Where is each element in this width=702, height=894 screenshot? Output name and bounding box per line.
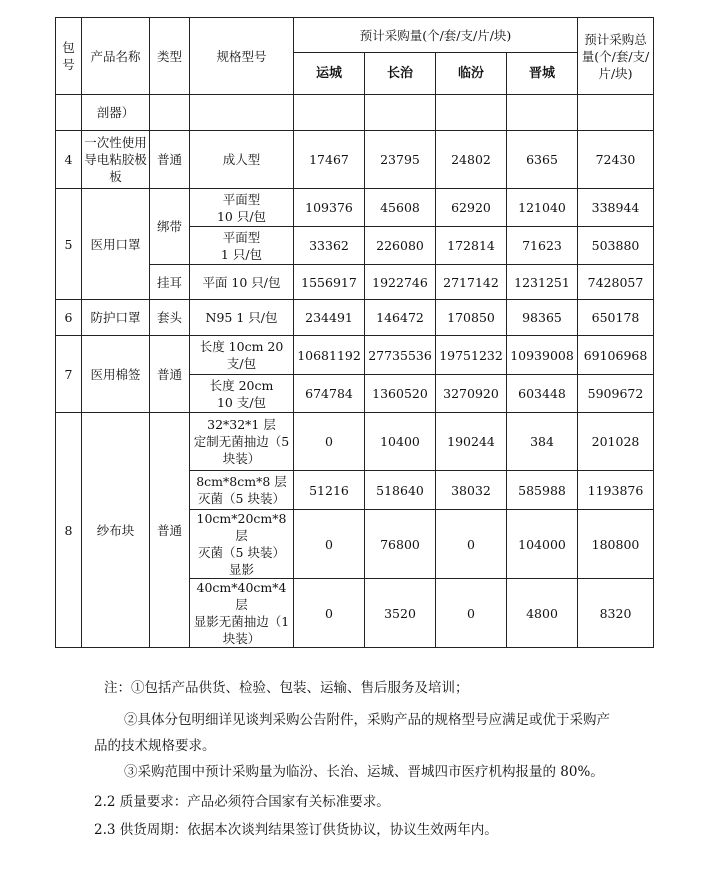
total-cell: 650178 [578, 300, 654, 336]
package-number: 4 [56, 131, 82, 189]
spec: 长度 10cm 20 支/包 [190, 336, 294, 375]
header-spec: 规格型号 [190, 18, 294, 95]
note-2-line-1: ②具体分包明细详见谈判采购公告附件，采购产品的规格型号应满足或优于采购产 [124, 712, 610, 728]
product-name: 剖器） [82, 95, 150, 131]
spec: 32*32*1 层 定制无菌抽边（5 块装） [190, 413, 294, 471]
product-type: 绑带 [150, 189, 190, 265]
qty-cell: 104000 [507, 510, 578, 579]
spec: N95 1 只/包 [190, 300, 294, 336]
qty-cell: 0 [436, 510, 507, 579]
header-row-1 [56, 18, 654, 53]
qty-cell: 19751232 [436, 336, 507, 375]
total-cell: 201028 [578, 413, 654, 471]
spec: 平面型 10 只/包 [190, 189, 294, 227]
qty-cell: 1922746 [365, 265, 436, 300]
section-2-3: 2.3 供货周期：依据本次谈判结果签订供货协议，协议生效两年内。 [94, 822, 498, 838]
procurement-table [55, 17, 654, 648]
total-cell: 1193876 [578, 471, 654, 510]
spec: 平面型 1 只/包 [190, 227, 294, 265]
header-city-jincheng: 晋城 [507, 53, 578, 95]
qty-cell: 51216 [294, 471, 365, 510]
qty-cell: 10681192 [294, 336, 365, 375]
note-2-line-2: 品的技术规格要求。 [94, 738, 216, 754]
qty-cell: 27735536 [365, 336, 436, 375]
qty-cell: 4800 [507, 579, 578, 648]
qty-cell: 172814 [436, 227, 507, 265]
header-name: 产品名称 [82, 18, 150, 95]
qty-cell: 98365 [507, 300, 578, 336]
qty-cell: 234491 [294, 300, 365, 336]
total-cell: 7428057 [578, 265, 654, 300]
qty-cell: 121040 [507, 189, 578, 227]
qty-cell: 6365 [507, 131, 578, 189]
product-type: 普通 [150, 413, 190, 648]
qty-cell: 3520 [365, 579, 436, 648]
section-2-2: 2.2 质量要求：产品必须符合国家有关标准要求。 [94, 794, 390, 810]
qty-cell: 17467 [294, 131, 365, 189]
qty-cell: 0 [294, 579, 365, 648]
qty-cell: 190244 [436, 413, 507, 471]
qty-cell: 585988 [507, 471, 578, 510]
total-cell: 8320 [578, 579, 654, 648]
package-number: 8 [56, 413, 82, 648]
qty-cell: 76800 [365, 510, 436, 579]
qty-cell: 45608 [365, 189, 436, 227]
qty-cell: 38032 [436, 471, 507, 510]
qty-cell: 1231251 [507, 265, 578, 300]
package-number: 7 [56, 336, 82, 413]
qty-cell: 10400 [365, 413, 436, 471]
table-row [56, 336, 654, 375]
header-city-linfen: 临汾 [436, 53, 507, 95]
spec: 40cm*40cm*4 层 显影无菌抽边（1 块装） [190, 579, 294, 648]
total-cell: 180800 [578, 510, 654, 579]
product-name: 防护口罩 [82, 300, 150, 336]
product-type: 普通 [150, 336, 190, 413]
qty-cell: 3270920 [436, 375, 507, 413]
product-type: 挂耳 [150, 265, 190, 300]
header-pkg: 包号 [56, 18, 82, 95]
note-1: 注：①包括产品供货、检验、包装、运输、售后服务及培训； [104, 680, 469, 696]
qty-cell: 71623 [507, 227, 578, 265]
qty-cell: 0 [436, 579, 507, 648]
header-total: 预计采购总量(个/套/支/片/块) [578, 18, 654, 95]
product-name: 医用棉签 [82, 336, 150, 413]
qty-cell: 1360520 [365, 375, 436, 413]
header-qty-group: 预计采购量(个/套/支/片/块) [294, 18, 578, 53]
qty-cell: 1556917 [294, 265, 365, 300]
table-row [56, 95, 654, 131]
total-cell: 338944 [578, 189, 654, 227]
header-city-changzhi: 长治 [365, 53, 436, 95]
qty-cell: 603448 [507, 375, 578, 413]
qty-cell: 0 [294, 413, 365, 471]
qty-cell: 226080 [365, 227, 436, 265]
spec: 长度 20cm 10 支/包 [190, 375, 294, 413]
table-row [56, 300, 654, 336]
product-name: 一次性使用导电粘胶极板 [82, 131, 150, 189]
spec: 平面 10 只/包 [190, 265, 294, 300]
package-number: 6 [56, 300, 82, 336]
total-cell: 69106968 [578, 336, 654, 375]
qty-cell: 109376 [294, 189, 365, 227]
spec: 成人型 [190, 131, 294, 189]
total-cell: 503880 [578, 227, 654, 265]
product-type: 普通 [150, 131, 190, 189]
qty-cell: 0 [294, 510, 365, 579]
package-number: 5 [56, 189, 82, 300]
header-city-yuncheng: 运城 [294, 53, 365, 95]
qty-cell: 10939008 [507, 336, 578, 375]
qty-cell: 518640 [365, 471, 436, 510]
spec: 10cm*20cm*8 层 灭菌（5 块装） 显影 [190, 510, 294, 579]
qty-cell: 62920 [436, 189, 507, 227]
qty-cell: 170850 [436, 300, 507, 336]
qty-cell: 24802 [436, 131, 507, 189]
qty-cell: 146472 [365, 300, 436, 336]
qty-cell: 674784 [294, 375, 365, 413]
total-cell: 5909672 [578, 375, 654, 413]
qty-cell: 33362 [294, 227, 365, 265]
qty-cell: 23795 [365, 131, 436, 189]
total-cell: 72430 [578, 131, 654, 189]
qty-cell: 384 [507, 413, 578, 471]
product-name: 医用口罩 [82, 189, 150, 300]
table-row [56, 413, 654, 471]
table-row [56, 131, 654, 189]
spec: 8cm*8cm*8 层 灭菌（5 块装） [190, 471, 294, 510]
note-3: ③采购范围中预计采购量为临汾、长治、运城、晋城四市医疗机构报量的 80%。 [124, 764, 604, 780]
product-type: 套头 [150, 300, 190, 336]
product-name: 纱布块 [82, 413, 150, 648]
header-type: 类型 [150, 18, 190, 95]
table-row [56, 189, 654, 227]
qty-cell: 2717142 [436, 265, 507, 300]
